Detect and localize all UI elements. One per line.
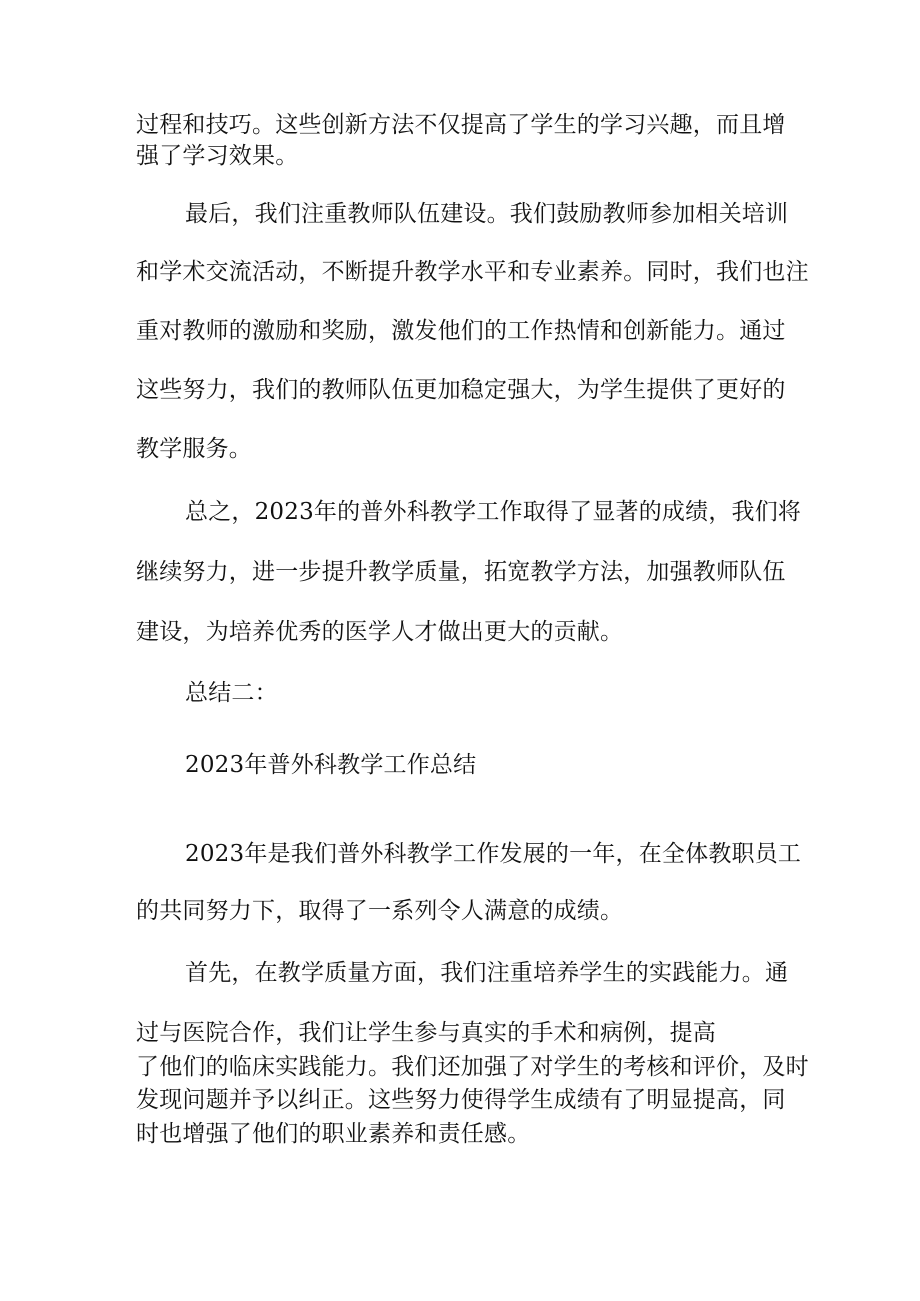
paragraph-line: 继续努力，进一步提升教学质量，拓宽教学方法，加强教师队伍 [136, 559, 786, 585]
paragraph-line: 强了学习效果。 [136, 143, 299, 169]
paragraph-line: 过与医院合作，我们让学生参与真实的手术和病例，提高 [136, 1020, 716, 1046]
section-heading: 总结二： [185, 680, 278, 706]
paragraph-line: 重对教师的激励和奖励，激发他们的工作热情和创新能力。通过 [136, 318, 786, 344]
paragraph-line: 了他们的临床实践能力。我们还加强了对学生的考核和评价，及时 [136, 1054, 809, 1080]
paragraph-line: 首先，在教学质量方面，我们注重培养学生的实践能力。通 [185, 960, 789, 986]
paragraph-line: 发现问题并予以纠正。这些努力使得学生成绩有了明显提高，同 [136, 1087, 786, 1113]
document-subtitle: 2023年普外科教学工作总结 [185, 752, 477, 778]
paragraph-line: 的共同努力下，取得了一系列令人满意的成绩。 [136, 898, 624, 924]
paragraph-line: 教学服务。 [136, 436, 252, 462]
paragraph-line: 过程和技巧。这些创新方法不仅提高了学生的学习兴趣，而且增 [136, 112, 786, 138]
paragraph-line: 这些努力，我们的教师队伍更加稳定强大，为学生提供了更好的 [136, 377, 786, 403]
paragraph-line: 总之，2023年的普外科教学工作取得了显著的成绩，我们将 [185, 499, 802, 525]
paragraph-line: 建设，为培养优秀的医学人才做出更大的贡献。 [136, 619, 624, 645]
paragraph-line: 2023年是我们普外科教学工作发展的一年，在全体教职员工 [185, 841, 802, 867]
paragraph-line: 时也增强了他们的职业素养和责任感。 [136, 1121, 531, 1147]
paragraph-line: 最后，我们注重教师队伍建设。我们鼓励教师参加相关培训 [185, 201, 789, 227]
paragraph-line: 和学术交流活动，不断提升教学水平和专业素养。同时，我们也注 [136, 259, 809, 285]
